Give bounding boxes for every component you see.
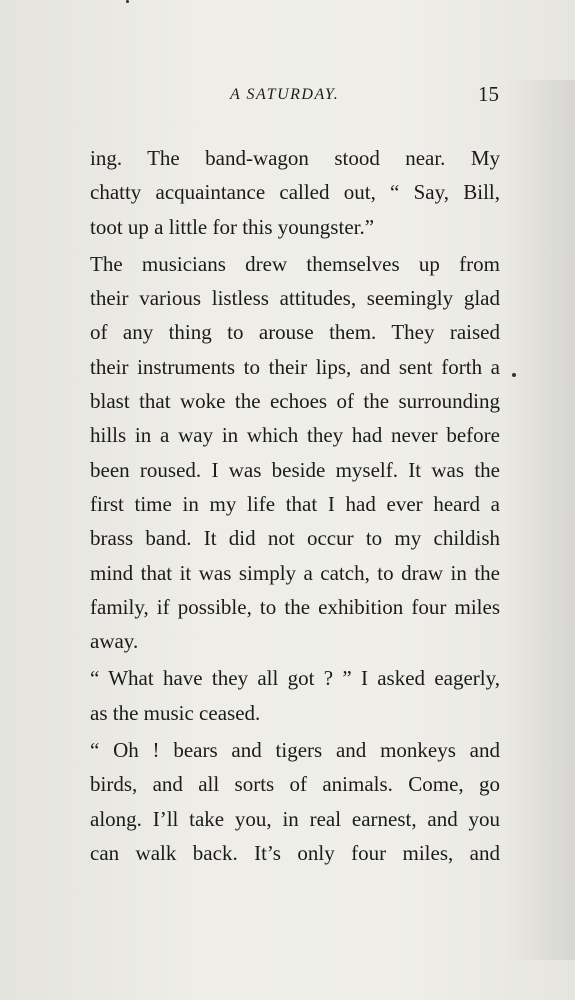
ink-speck bbox=[512, 373, 516, 377]
text-line-9: hills in a way in which they had never before bbox=[90, 423, 500, 448]
running-head: A SATURDAY. bbox=[230, 86, 340, 103]
page-header bbox=[0, 82, 575, 116]
text-line-2: chatty acquaintance called out, “ Say, Bill, bbox=[90, 180, 500, 205]
text-line-17: as the music ceased. bbox=[90, 700, 261, 725]
text-line-19: birds, and all sorts of animals. Come, go bbox=[90, 772, 500, 797]
page-number: 15 bbox=[478, 82, 499, 106]
show-through-shadow bbox=[505, 80, 575, 960]
text-line-20: along. I’ll take you, in real earnest, and you bbox=[90, 806, 500, 831]
text-line-3: toot up a little for this youngster.” bbox=[90, 214, 375, 239]
text-line-1: ing. The band-wagon stood near. My bbox=[90, 146, 500, 170]
text-line-5: their various listless attitudes, seemingly glad bbox=[90, 286, 500, 311]
text-line-8: blast that woke the echoes of the surrounding bbox=[90, 389, 500, 414]
text-line-11: first time in my life that I had ever heard a bbox=[90, 491, 500, 516]
text-line-10: been roused. I was beside myself. It was the bbox=[90, 457, 500, 482]
text-line-21: can walk back. It’s only four miles, and bbox=[90, 840, 500, 865]
text-line-18: “ Oh ! bears and tigers and monkeys and bbox=[90, 738, 500, 763]
text-line-7: their instruments to their lips, and sent forth a bbox=[90, 354, 500, 379]
text-line-4: The musicians drew themselves up from bbox=[90, 251, 500, 276]
ink-speck bbox=[126, 0, 129, 3]
text-line-13: mind that it was simply a catch, to draw in the bbox=[90, 560, 500, 585]
text-line-14: family, if possible, to the exhibition four miles bbox=[90, 594, 500, 619]
text-line-12: brass band. It did not occur to my childish bbox=[90, 526, 500, 551]
text-line-16: “ What have they all got ? ” I asked eagerly, bbox=[90, 666, 500, 691]
text-line-6: of any thing to arouse them. They raised bbox=[90, 320, 500, 345]
text-line-15: away. bbox=[90, 629, 139, 654]
body-text bbox=[90, 141, 500, 870]
